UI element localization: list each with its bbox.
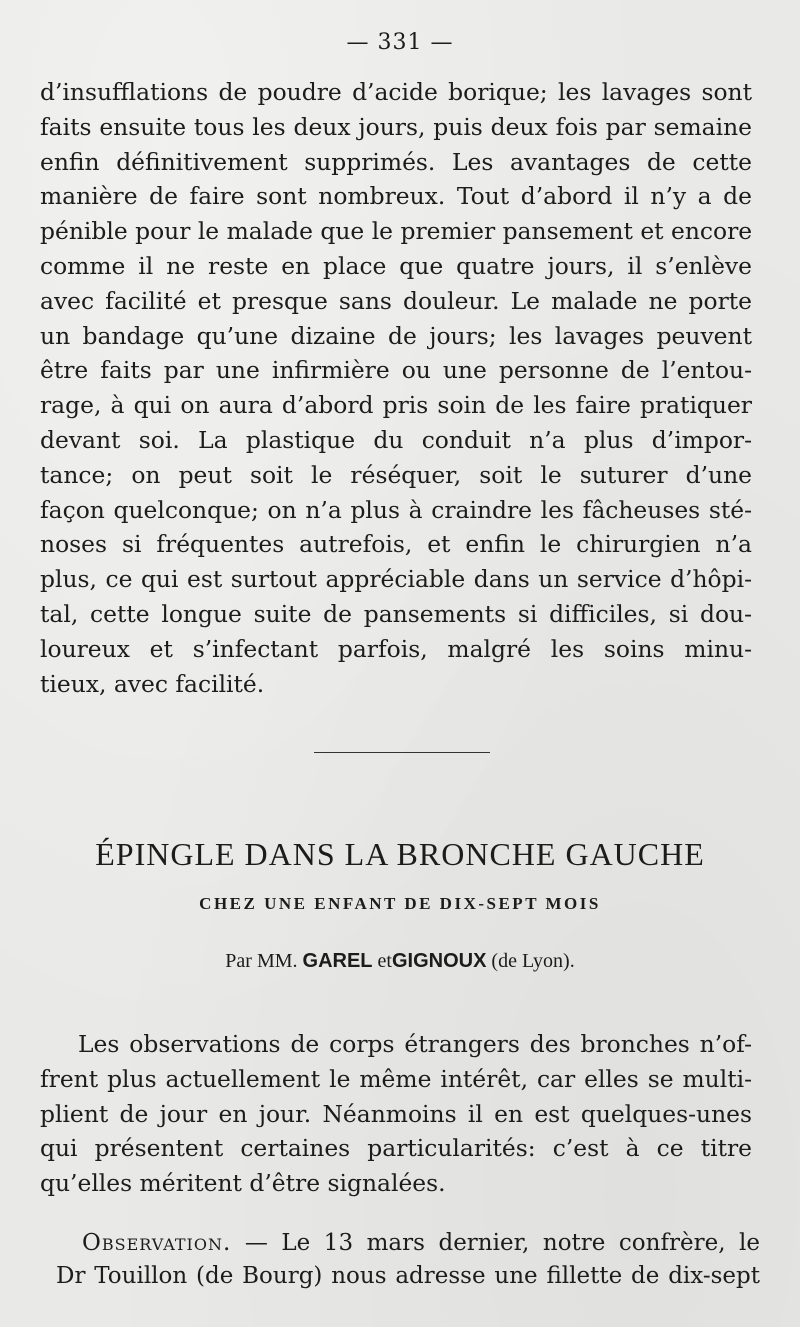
text-line: être faits par une infirmière ou une personne de l’entou-	[40, 356, 752, 385]
byline-suffix: (de Lyon).	[491, 950, 575, 972]
section-divider	[314, 752, 490, 753]
article-byline	[0, 950, 800, 973]
text-line: noses si fréquentes autrefois, et enfin le chirurgien n’a	[40, 530, 752, 559]
paragraph-1	[40, 75, 752, 701]
page-number: — 331 —	[346, 30, 454, 55]
observation-paragraph	[56, 1227, 761, 1293]
text-line: façon quelconque; on n’a plus à craindre les fâcheuses sté-	[40, 495, 752, 524]
text-line: pénible pour le malade que le premier pansement et encore	[40, 217, 753, 246]
text-line: avec facilité et presque sans douleur. Le malade ne porte	[40, 286, 752, 315]
observation-text: — Le 13 mars dernier, notre confrère, le	[244, 1230, 761, 1256]
observation-line: Dr Touillon (de Bourg) nous adresse une fillette de dix-sept	[56, 1263, 760, 1289]
text-line: Les observations de corps étrangers des bronches n’of-	[78, 1030, 752, 1058]
text-line: rage, à qui on aura d’abord pris soin de les faire pratiquer	[40, 391, 752, 420]
article-subtitle: CHEZ UNE ENFANT DE DIX-SEPT MOIS	[199, 894, 601, 913]
paragraph-2	[40, 1027, 752, 1201]
text-line: qui présentent certaines particularités: c’est à ce titre	[40, 1134, 752, 1163]
text-line: tieux, avec facilité.	[40, 669, 265, 698]
observation-label: Observation.	[82, 1230, 232, 1256]
text-line: plient de jour en jour. Néanmoins il en est quelques-unes	[40, 1099, 752, 1128]
text-line: comme il ne reste en place que quatre jours, il s’enlève	[40, 251, 752, 280]
author-garel: GAREL	[302, 950, 373, 972]
text-line: tal, cette longue suite de pansements si difficiles, si dou-	[40, 599, 752, 628]
byline-prefix: Par MM.	[225, 950, 298, 972]
text-line: plus, ce qui est surtout appréciable dans un service d’hôpi-	[40, 565, 752, 594]
article-title: ÉPINGLE DANS LA BRONCHE GAUCHE	[95, 836, 705, 872]
text-line: tance; on peut soit le réséquer, soit le suturer d’une	[40, 460, 752, 489]
text-line: devant soi. La plastique du conduit n’a plus d’impor-	[40, 425, 752, 454]
text-line: un bandage qu’une dizaine de jours; les lavages peuvent	[40, 321, 752, 350]
text-line: manière de faire sont nombreux. Tout d’abord il n’y a de	[40, 182, 752, 211]
text-line: d’insufflations de poudre d’acide borique; les lavages sont	[40, 78, 752, 106]
text-line: loureux et s’infectant parfois, malgré les soins minu-	[40, 634, 752, 663]
author-gignoux: GIGNOUX	[391, 950, 487, 972]
observation-line	[60, 1227, 760, 1260]
text-line: faits ensuite tous les deux jours, puis deux fois par semaine	[40, 112, 752, 141]
text-line: frent plus actuellement le même intérêt, car elles se multi-	[40, 1064, 752, 1093]
text-line: qu’elles méritent d’être signalées.	[40, 1169, 446, 1198]
byline-and: et	[377, 950, 392, 972]
text-line: enfin définitivement supprimés. Les avantages de cette	[40, 147, 752, 176]
